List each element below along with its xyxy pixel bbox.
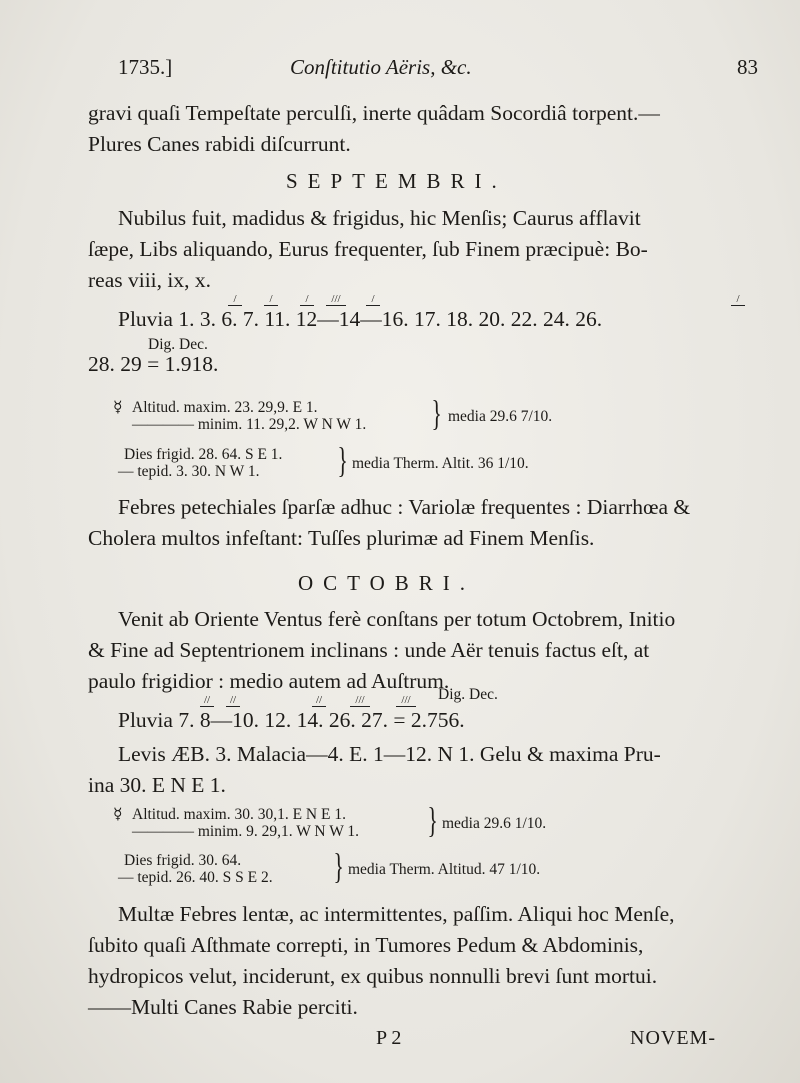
signature-mark: P 2 <box>376 1027 402 1049</box>
catchword: NOVEM- <box>630 1027 716 1049</box>
text-line: ——Multi Canes Rabie perciti. <box>88 995 358 1019</box>
therm-warm-october: — tepid. 26. 40. S S E 2. <box>118 869 273 886</box>
brace-icon: } <box>337 440 348 480</box>
rain-mark: / <box>366 293 380 306</box>
rain-mark: / <box>264 293 278 306</box>
rain-unit-october: Dig. Dec. <box>438 686 498 703</box>
rain-mark: / <box>228 293 242 306</box>
barometer-media-september: media 29.6 7/10. <box>448 408 553 425</box>
barometer-max-october: Altitud. maxim. 30. 30,1. E N E 1. <box>132 806 346 823</box>
rain-mark: /// <box>350 694 370 707</box>
text-line: Multæ Febres lentæ, ac intermittentes, paſſim. Aliqui hoc Menſe, <box>118 902 675 926</box>
rain-mark: // <box>226 694 240 707</box>
september-diseases <box>88 492 750 554</box>
brace-icon: } <box>333 846 344 886</box>
rain-line-september: Pluvia 1. 3. 6. 7. 11. 12—14—16. 17. 18. 20. 22. 24. 26. <box>118 307 603 331</box>
rain-total-september: 28. 29 = 1.918. <box>88 352 219 376</box>
october-winds <box>88 739 750 801</box>
rain-mark: / <box>731 293 745 306</box>
therm-media-september: media Therm. Altit. 36 1/10. <box>352 455 529 472</box>
barometer-icon: ☿ <box>113 399 123 416</box>
intro-text <box>88 98 748 160</box>
therm-cold-october: Dies frigid. 30. 64. <box>124 852 242 869</box>
page-number: 83 <box>737 55 758 79</box>
text-line: & Fine ad Septentrionem inclinans : unde Aër tenuis factus eſt, at <box>88 638 650 662</box>
text-line: ſubito quaſi Aſthmate correpti, in Tumores Pedum & Abdominis, <box>88 933 644 957</box>
text-line: Nubilus fuit, madidus & frigidus, hic Menſis; Caurus afflavit <box>118 206 641 230</box>
text-line: Venit ab Oriente Ventus ferè conſtans per totum Octobrem, Initio <box>118 607 676 631</box>
rain-unit-september: Dig. Dec. <box>148 336 208 353</box>
september-weather <box>88 203 750 296</box>
therm-cold-september: Dies frigid. 28. 64. S E 1. <box>124 446 283 463</box>
barometer-icon: ☿ <box>113 806 123 823</box>
therm-warm-september: — tepid. 3. 30. N W 1. <box>118 463 260 480</box>
brace-icon: } <box>427 800 438 840</box>
year-label: 1735.] <box>118 55 173 79</box>
barometer-media-october: media 29.6 1/10. <box>442 815 547 832</box>
text-line: Cholera multos infeſtant: Tuſſes plurimæ ad Finem Menſis. <box>88 526 595 550</box>
barometer-min-september: ———— minim. 11. 29,2. W N W 1. <box>132 416 367 433</box>
barometer-min-october: ———— minim. 9. 29,1. W N W 1. <box>132 823 360 840</box>
rain-mark: // <box>312 694 326 707</box>
rain-mark: /// <box>396 694 416 707</box>
rain-mark: // <box>200 694 214 707</box>
october-weather <box>88 604 750 697</box>
section-heading-september: SEPTEMBRI. <box>286 169 507 193</box>
text-line: ſæpe, Libs aliquando, Eurus frequenter, ſub Finem præcipuè: Bo- <box>88 237 648 261</box>
text-line: Levis ÆB. 3. Malacia—4. E. 1—12. N 1. Gelu & maxima Pru- <box>118 742 661 766</box>
therm-media-october: media Therm. Altitud. 47 1/10. <box>348 861 541 878</box>
text-line: Febres petechiales ſparſæ adhuc : Variolæ frequentes : Diarrhœa & <box>118 495 691 519</box>
october-diseases <box>88 899 750 1023</box>
brace-icon: } <box>431 393 442 433</box>
text-line: ina 30. E N E 1. <box>88 773 226 797</box>
running-title: Conſtitutio Aëris, &c. <box>290 55 472 79</box>
rain-marks-september <box>228 293 768 307</box>
text-line: Plures Canes rabidi diſcurrunt. <box>88 132 351 156</box>
section-heading-october: OCTOBRI. <box>298 571 476 595</box>
rain-line-october: Pluvia 7. 8—10. 12. 14. 26. 27. = 2.756. <box>118 708 465 732</box>
text-line: paulo frigidior : medio autem ad Auſtrum. <box>88 669 450 693</box>
text-line: gravi quaſi Tempeſtate perculſi, inerte quâdam Socordiâ torpent.— <box>88 101 660 125</box>
text-line: reas viii, ix, x. <box>88 268 212 292</box>
barometer-max-september: Altitud. maxim. 23. 29,9. E 1. <box>132 399 318 416</box>
rain-mark: / <box>300 293 314 306</box>
text-line: hydropicos velut, inciderunt, ex quibus nonnulli brevi ſunt mortui. <box>88 964 658 988</box>
rain-mark: /// <box>326 293 346 306</box>
